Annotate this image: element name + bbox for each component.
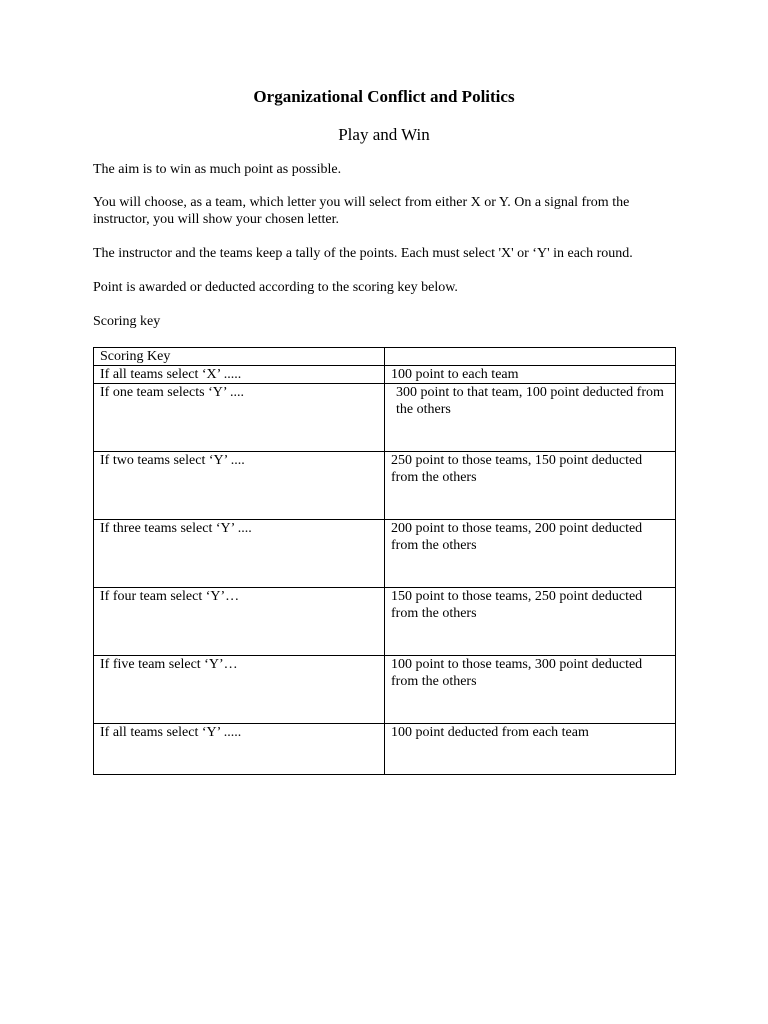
document-subtitle: Play and Win	[338, 125, 430, 144]
table-row	[94, 520, 676, 588]
table-row	[94, 384, 676, 452]
table-row	[94, 452, 676, 520]
table-cell-outcome: 100 point deducted from each team	[385, 724, 676, 775]
table-row	[94, 366, 676, 384]
paragraph-points-awarded: Point is awarded or deducted according to the scoring key below.	[93, 280, 458, 295]
paragraph-scoring-key-label: Scoring key	[93, 314, 161, 329]
table-cell-condition: If four team select ‘Y’…	[94, 588, 385, 656]
table-cell-outcome: 150 point to those teams, 250 point deducted from the others	[385, 588, 676, 656]
table-cell-condition: If three teams select ‘Y’ ....	[94, 520, 385, 588]
table-row	[94, 656, 676, 724]
paragraph-aim: The aim is to win as much point as possible.	[93, 162, 342, 177]
document-title: Organizational Conflict and Politics	[253, 87, 515, 106]
table-cell-condition: If one team selects ‘Y’ ....	[94, 384, 385, 452]
scoring-key-table	[93, 347, 676, 775]
table-cell-outcome: 100 point to each team	[385, 366, 676, 384]
table-cell-outcome: 250 point to those teams, 150 point deducted from the others	[385, 452, 676, 520]
table-cell-outcome: 300 point to that team, 100 point deducted from the others	[385, 384, 676, 452]
table-row	[94, 588, 676, 656]
paragraph-tally: The instructor and the teams keep a tally of the points. Each must select 'X' or ‘Y' in each round.	[93, 246, 633, 261]
table-cell-condition: If all teams select ‘Y’ .....	[94, 724, 385, 775]
paragraph-choose-letter: You will choose, as a team, which letter you will select from either X or Y. On a signal from the instructor, you will show your chosen letter.	[93, 195, 630, 227]
table-cell-outcome: 200 point to those teams, 200 point deducted from the others	[385, 520, 676, 588]
table-header-cell: Scoring Key	[94, 348, 385, 366]
table-cell-condition: If five team select ‘Y’…	[94, 656, 385, 724]
table-cell-condition: If two teams select ‘Y’ ....	[94, 452, 385, 520]
table-header-cell	[385, 348, 676, 366]
table-cell-condition: If all teams select ‘X’ .....	[94, 366, 385, 384]
table-row	[94, 724, 676, 775]
table-cell-outcome: 100 point to those teams, 300 point deducted from the others	[385, 656, 676, 724]
table-row	[94, 348, 676, 366]
